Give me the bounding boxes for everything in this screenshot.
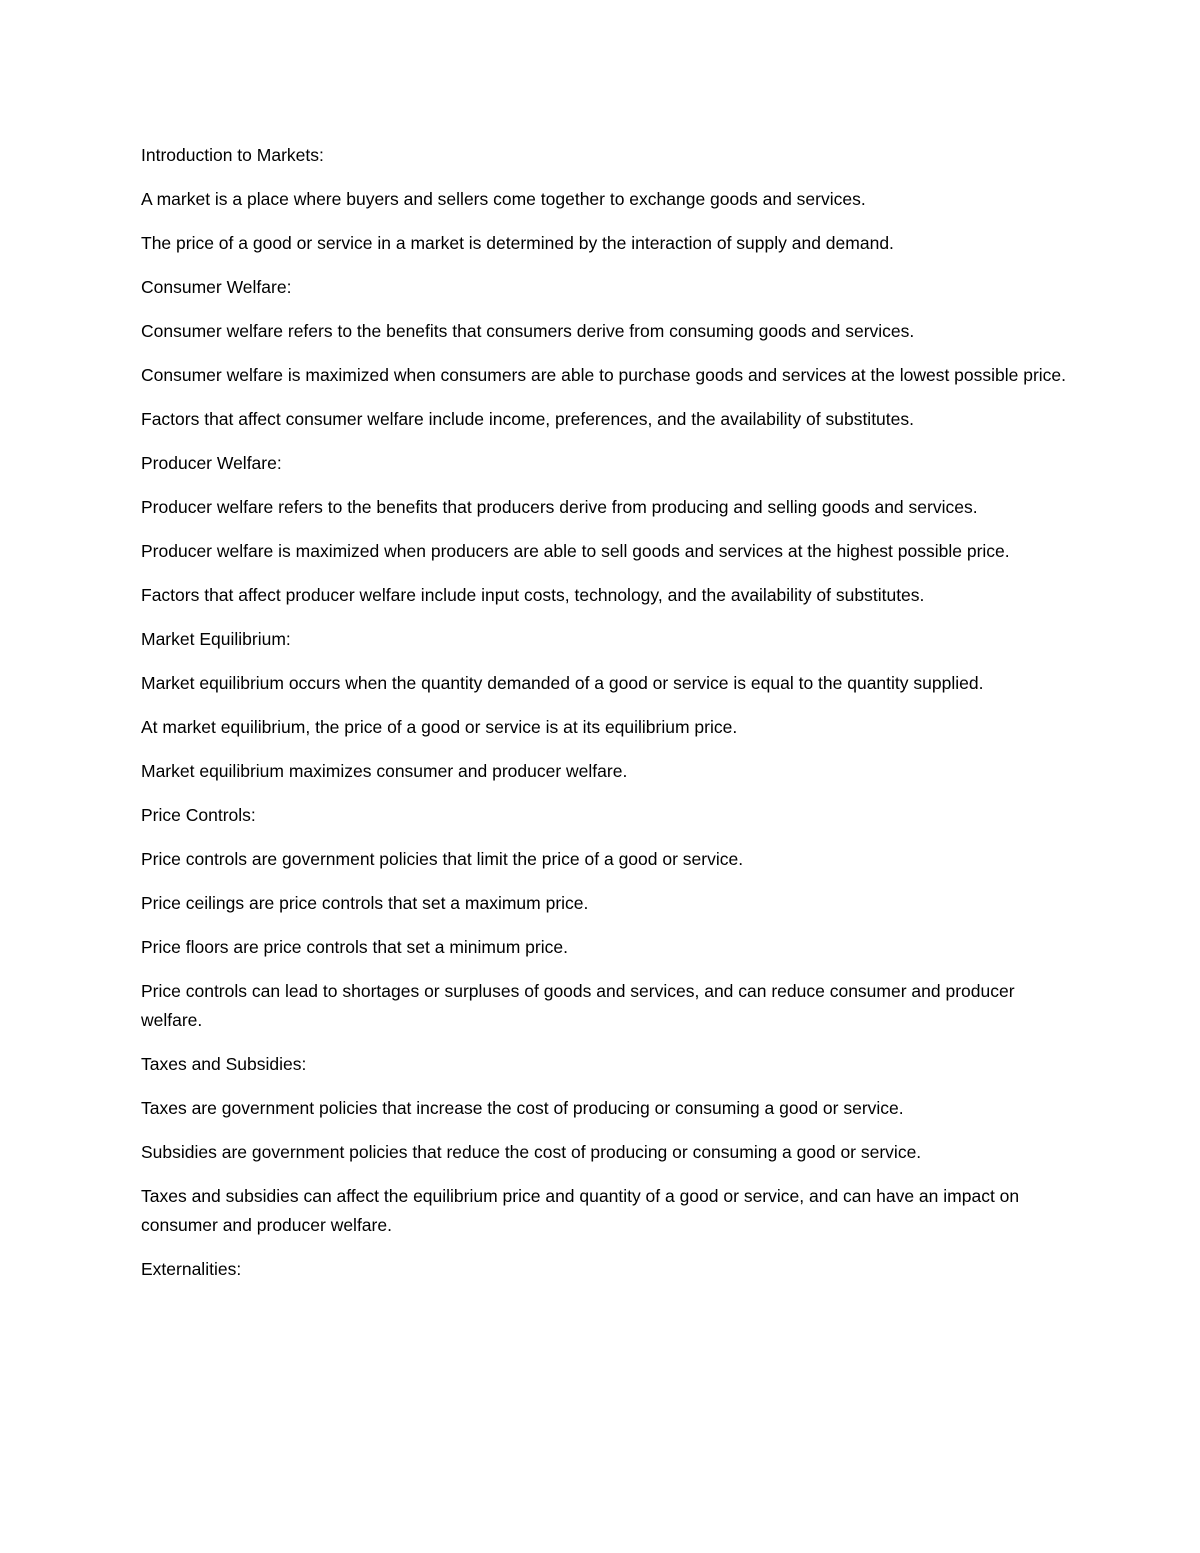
paragraph: Factors that affect producer welfare include input costs, technology, and the availability of substitutes. bbox=[141, 585, 925, 605]
paragraph: Subsidies are government policies that reduce the cost of producing or consuming a good or service. bbox=[141, 1142, 922, 1162]
paragraph: Price ceilings are price controls that set a maximum price. bbox=[141, 893, 589, 913]
paragraph: A market is a place where buyers and sellers come together to exchange goods and services. bbox=[141, 189, 866, 209]
section-heading-taxes-subsidies: Taxes and Subsidies: bbox=[141, 1054, 307, 1074]
paragraph: Market equilibrium maximizes consumer and producer welfare. bbox=[141, 761, 628, 781]
paragraph: Taxes are government policies that increase the cost of producing or consuming a good or service. bbox=[141, 1098, 904, 1118]
section-heading-market-equilibrium: Market Equilibrium: bbox=[141, 629, 291, 649]
section-heading-producer-welfare: Producer Welfare: bbox=[141, 453, 282, 473]
section-heading-consumer-welfare: Consumer Welfare: bbox=[141, 277, 292, 297]
document-body bbox=[141, 141, 1071, 1299]
paragraph: Price controls can lead to shortages or surpluses of goods and services, and can reduce consumer and producer welfare. bbox=[141, 981, 1015, 1030]
paragraph: At market equilibrium, the price of a good or service is at its equilibrium price. bbox=[141, 717, 738, 737]
paragraph: Consumer welfare is maximized when consumers are able to purchase goods and services at the lowest possible price. bbox=[141, 365, 1067, 385]
paragraph: Producer welfare refers to the benefits that producers derive from producing and selling goods and services. bbox=[141, 497, 978, 517]
paragraph: Price controls are government policies that limit the price of a good or service. bbox=[141, 849, 744, 869]
paragraph: Taxes and subsidies can affect the equilibrium price and quantity of a good or service, and can have an impact on consumer and producer welfare. bbox=[141, 1186, 1020, 1235]
section-heading-price-controls: Price Controls: bbox=[141, 805, 256, 825]
paragraph: The price of a good or service in a market is determined by the interaction of supply and demand. bbox=[141, 233, 894, 253]
paragraph: Producer welfare is maximized when producers are able to sell goods and services at the highest possible price. bbox=[141, 541, 1010, 561]
section-heading-markets: Introduction to Markets: bbox=[141, 145, 324, 165]
paragraph: Factors that affect consumer welfare include income, preferences, and the availability of substitutes. bbox=[141, 409, 914, 429]
paragraph: Consumer welfare refers to the benefits that consumers derive from consuming goods and services. bbox=[141, 321, 915, 341]
section-heading-externalities: Externalities: bbox=[141, 1259, 242, 1279]
paragraph: Market equilibrium occurs when the quantity demanded of a good or service is equal to the quantity supplied. bbox=[141, 673, 984, 693]
paragraph: Price floors are price controls that set a minimum price. bbox=[141, 937, 568, 957]
